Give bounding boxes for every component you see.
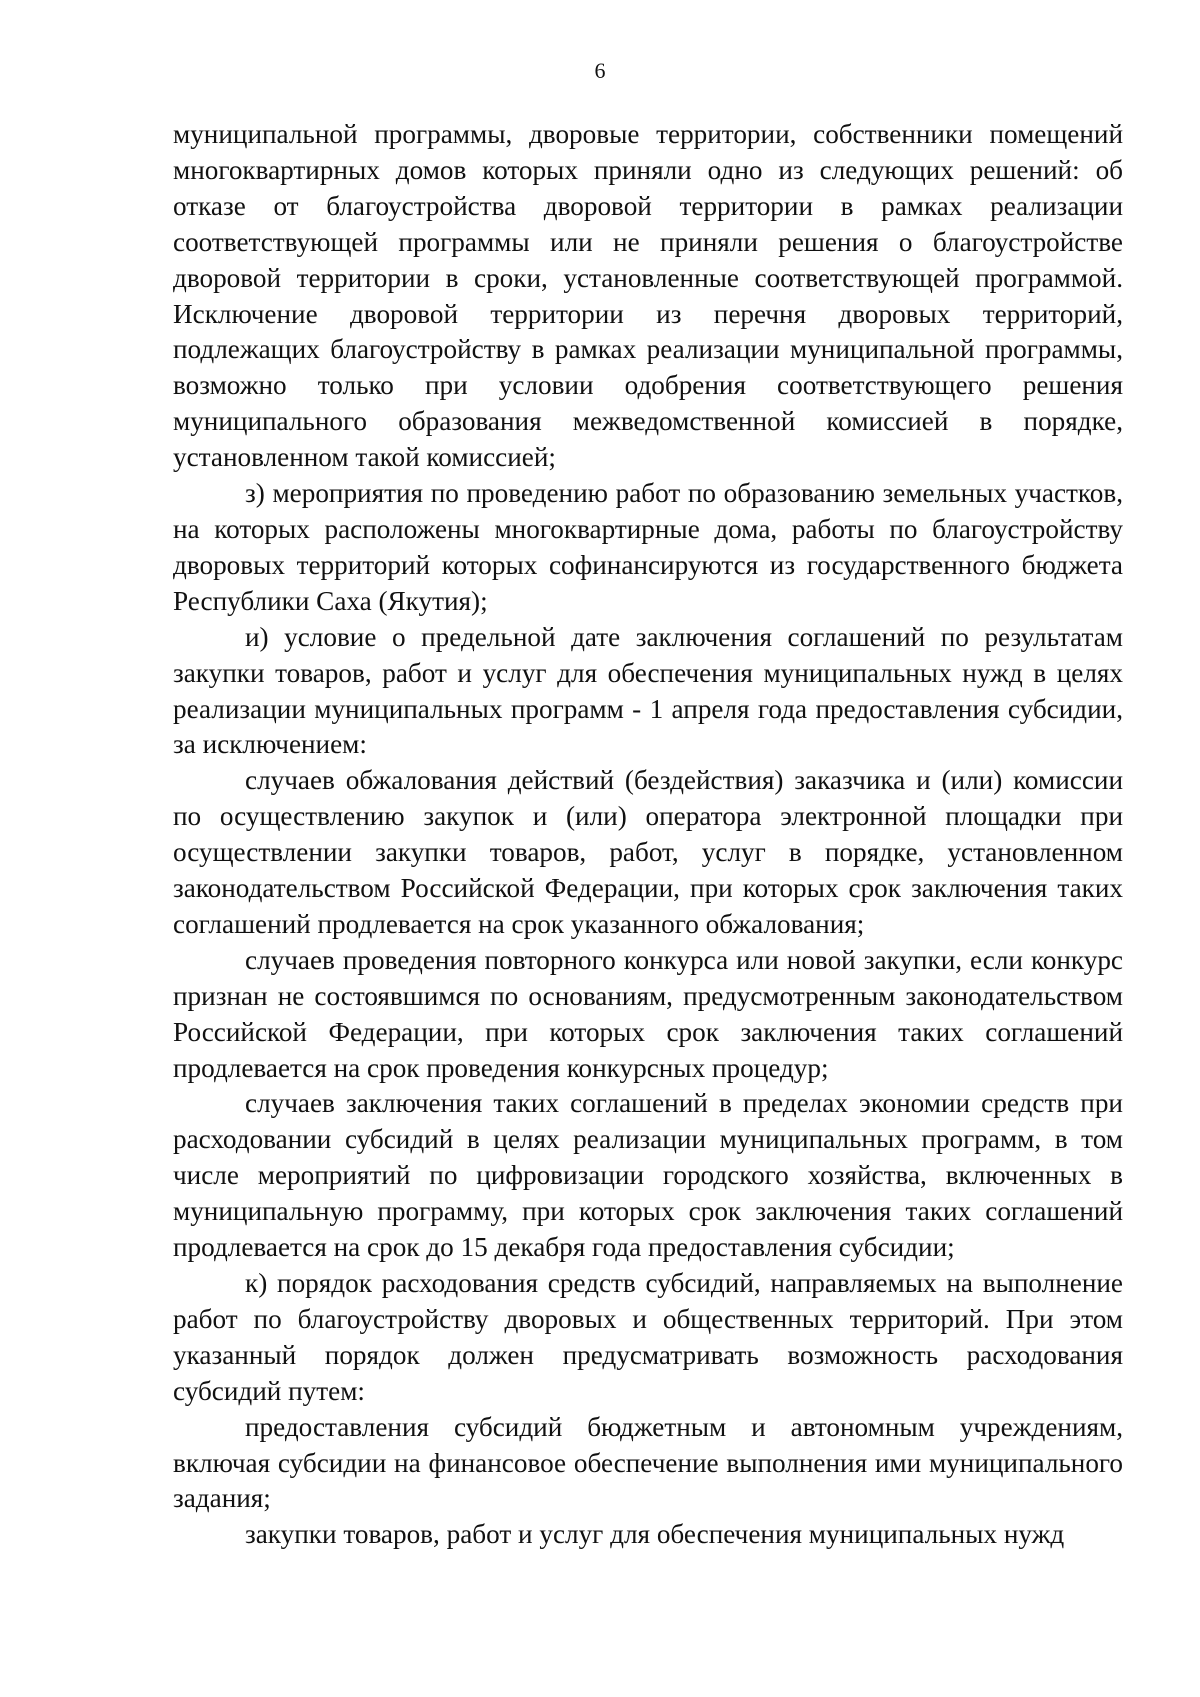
paragraph-exception-repeat-tender: случаев проведения повторного конкурса или новой закупки, если конкурс признан не состоявшимся по основаниям, предусмотренным законодательством Российской Федерации, при которых срок заключения таких соглашений продлевается на срок проведения конкурсных процедур; bbox=[173, 944, 1123, 1083]
page-number: 6 bbox=[594, 58, 606, 83]
paragraph-subsidies-institutions: предоставления субсидий бюджетным и автономным учреждениям, включая субсидии на финансовое обеспечение выполнения ими муниципального задания; bbox=[173, 1411, 1123, 1514]
paragraph-exception-appeal: случаев обжалования действий (бездействия) заказчика и (или) комиссии по осуществлению закупок и (или) оператора электронной площадки при осуществлении закупки товаров, работ, услуг в порядке, установленном законодательством Российской Федерации, при которых срок заключения таких соглашений продлевается на срок указанного обжалования; bbox=[173, 765, 1123, 939]
paragraph-item-i: и) условие о предельной дате заключения соглашений по результатам закупки товаров, работ и услуг для обеспечения муниципальных нужд в целях реализации муниципальных программ - 1 апреля года предоставления субсидии, за исключением: bbox=[173, 621, 1123, 760]
paragraph-continuation: муниципальной программы, дворовые территории, собственники помещений многоквартирных домов которых приняли одно из следующих решений: об отказе от благоустройства дворовой территории в рамках реализации соответствующей программы или не приняли решения о благоустройстве дворовой территории в сроки, установленные соответствующей программой. Исключение дворовой территории из перечня дворовых территорий, подлежащих благоустройству в рамках реализации муниципальной программы, возможно только при условии одобрения соответствующего решения муниципального образования межведомственной комиссией в порядке, установленном такой комиссией; bbox=[173, 119, 1123, 473]
paragraph-item-k: к) порядок расходования средств субсидий, направляемых на выполнение работ по благоустройству дворовых и общественных территорий. При этом указанный порядок должен предусматривать возможность расходования субсидий путем: bbox=[173, 1268, 1123, 1406]
paragraph-item-z: з) мероприятия по проведению работ по образованию земельных участков, на которых расположены многоквартирные дома, работы по благоустройству дворовых территорий которых софинансируются из государственного бюджета Республики Саха (Якутия); bbox=[173, 478, 1123, 616]
document-body bbox=[173, 117, 1123, 1553]
paragraph-procurement: закупки товаров, работ и услуг для обеспечения муниципальных нужд bbox=[245, 1519, 1065, 1550]
paragraph-exception-savings: случаев заключения таких соглашений в пределах экономии средств при расходовании субсидий в целях реализации муниципальных программ, в том числе мероприятий по цифровизации городского хозяйства, включенных в муниципальную программу, при которых срок заключения таких соглашений продлевается на срок до 15 декабря года предоставления субсидии; bbox=[173, 1088, 1123, 1263]
